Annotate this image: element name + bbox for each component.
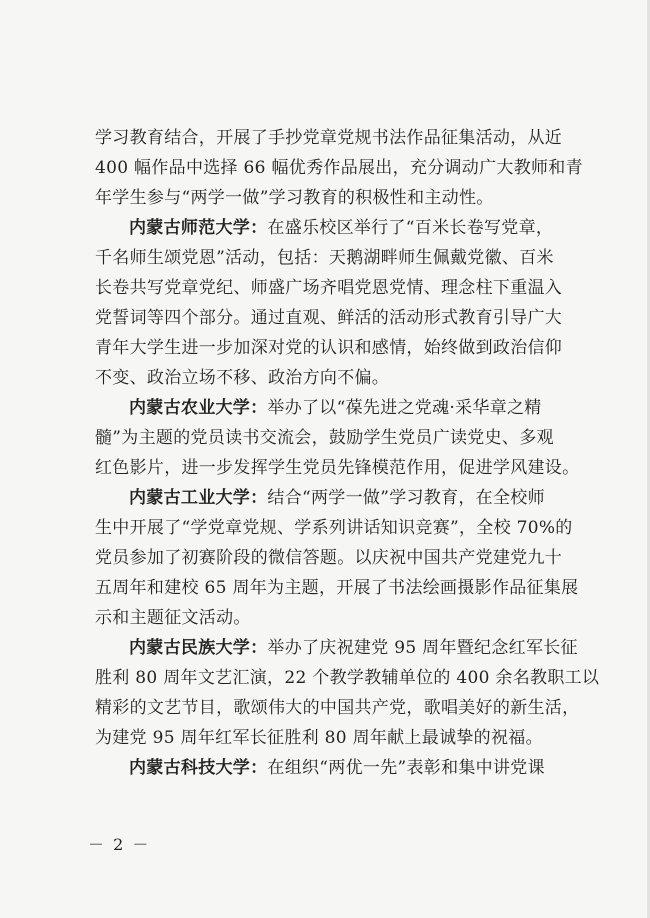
text-line bbox=[95, 364, 571, 394]
line-text: 红色影片，进一步发挥学生党员先锋模范作用，促进学风建设。 bbox=[95, 458, 580, 478]
text-line bbox=[95, 154, 583, 184]
text-line bbox=[95, 424, 571, 454]
text-line bbox=[95, 244, 571, 274]
text-line bbox=[95, 574, 579, 604]
line-text: 党员参加了初赛阶段的微信答题。以庆祝中国共产党建党九十 bbox=[95, 548, 563, 568]
text-line bbox=[95, 124, 571, 154]
line-text: 示和主题征文活动。 bbox=[95, 608, 251, 628]
line-text: 生中开展了“学党章党规、学系列讲话知识竞赛”，全校 70%的 bbox=[95, 518, 573, 538]
line-text: 精彩的文艺节目，歌颂伟大的中国共产党，歌唱美好的新生活， bbox=[95, 698, 580, 718]
line-text: 不变、政治立场不移、政治方向不偏。 bbox=[95, 368, 390, 388]
university-heading: 内蒙古工业大学： bbox=[129, 488, 268, 508]
line-text: 举办了以“葆先进之党魂·采华章之精 bbox=[267, 398, 542, 418]
line-text: 髓”为主题的党员读书交流会，鼓励学生党员广读党史、多观 bbox=[95, 428, 554, 448]
line-text: 千名师生颂党恩”活动，包括：天鹅湖畔师生佩戴党徽、百米 bbox=[95, 248, 554, 268]
text-line bbox=[95, 544, 571, 574]
line-text: 400 幅作品中选择 66 幅优秀作品展出，充分调动广大教师和青 bbox=[95, 158, 583, 178]
body-text bbox=[95, 124, 600, 784]
line-text: 结合“两学一做”学习教育，在全校师 bbox=[267, 488, 545, 508]
text-line bbox=[95, 214, 571, 244]
line-text: 胜利 80 周年文艺汇演，22 个教学教辅单位的 400 余名教职工以 bbox=[95, 668, 600, 688]
university-heading: 内蒙古民族大学： bbox=[129, 638, 268, 658]
text-line bbox=[95, 334, 571, 364]
text-line bbox=[95, 304, 571, 334]
text-line bbox=[95, 724, 571, 754]
line-text: 在组织“两优一先”表彰和集中讲党课 bbox=[267, 758, 545, 778]
line-text: 长卷共写党章党纪、师盛广场齐唱党恩党情、理念柱下重温入 bbox=[95, 278, 563, 298]
line-text: 年学生参与“两学一做”学习教育的积极性和主动性。 bbox=[95, 188, 494, 208]
text-line bbox=[95, 694, 580, 724]
page-number: － 2 － bbox=[88, 835, 151, 854]
text-line bbox=[95, 754, 571, 784]
text-line bbox=[95, 604, 571, 634]
text-line bbox=[95, 484, 571, 514]
text-line bbox=[95, 454, 580, 484]
text-line bbox=[95, 394, 571, 424]
line-text: 青年大学生进一步加深对党的认识和感情，始终做到政治信仰 bbox=[95, 338, 563, 358]
text-line bbox=[95, 634, 578, 664]
university-heading: 内蒙古师范大学： bbox=[129, 218, 268, 238]
line-text: 举办了庆祝建党 95 周年暨纪念红军长征 bbox=[267, 638, 578, 658]
text-line bbox=[95, 274, 571, 304]
line-text: 党誓词等四个部分。通过直观、鲜活的活动形式教育引导广大 bbox=[95, 308, 563, 328]
text-line bbox=[95, 664, 600, 694]
line-text: 五周年和建校 65 周年为主题，开展了书法绘画摄影作品征集展 bbox=[95, 578, 579, 598]
text-line bbox=[95, 514, 571, 544]
text-line bbox=[95, 184, 571, 214]
university-heading: 内蒙古科技大学： bbox=[129, 758, 268, 778]
line-text: 在盛乐校区举行了“百米长卷写党章， bbox=[267, 218, 554, 238]
university-heading: 内蒙古农业大学： bbox=[129, 398, 268, 418]
line-text: 学习教育结合，开展了手抄党章党规书法作品征集活动，从近 bbox=[95, 128, 563, 148]
line-text: 为建党 95 周年红军长征胜利 80 周年献上最诚挚的祝福。 bbox=[95, 728, 543, 748]
